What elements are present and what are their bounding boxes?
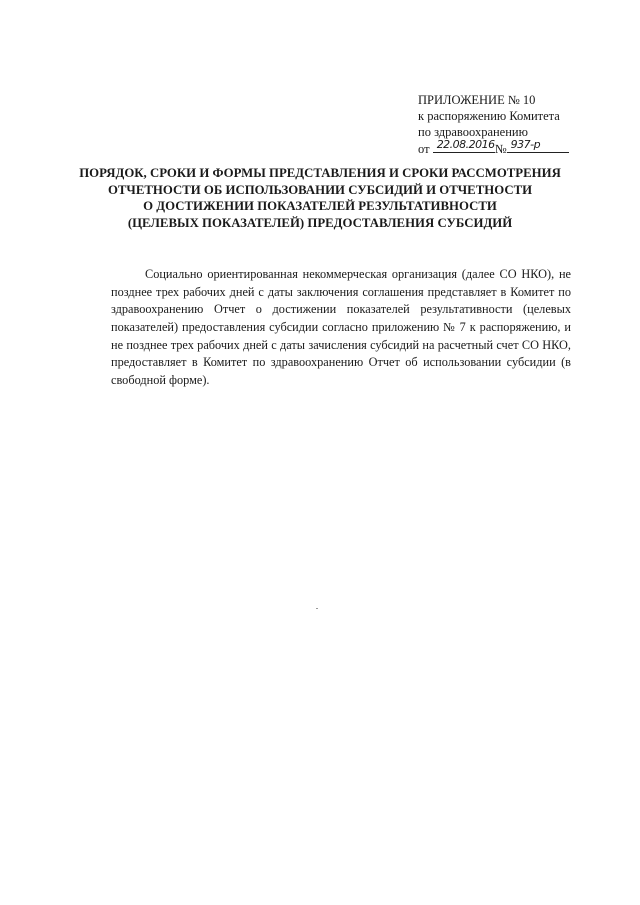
appendix-committee: по здравоохранению (418, 125, 528, 139)
title-line-4: (ЦЕЛЕВЫХ ПОКАЗАТЕЛЕЙ) ПРЕДОСТАВЛЕНИЯ СУБСИДИЙ (127, 215, 513, 230)
scan-speck (316, 608, 318, 609)
number-blank (507, 140, 569, 153)
appendix-header (418, 92, 628, 157)
appendix-order-ref: к распоряжению Комитета (418, 109, 560, 123)
body-paragraph: Социально ориентированная некоммерческая организация (далее СО НКО), не позднее трех рабочих дней с даты заключения соглашения представляет в Комитет по здравоохранению Отчет о достижении показателей результативности (целевых показателей) предоставления субсидии согласно приложению № 7 к распоряжению, и не позднее трех рабочих дней с даты зачисления субсидий на расчетный счет СО НКО, предоставляет в Комитет по здравоохранению Отчет об использовании субсидии (в свободной форме). (111, 267, 571, 387)
handwritten-date: 22.08.2016 (436, 138, 495, 151)
document-title (60, 165, 580, 231)
title-line-1: ПОРЯДОК, СРОКИ И ФОРМЫ ПРЕДСТАВЛЕНИЯ И СРОКИ РАССМОТРЕНИЯ (79, 166, 561, 180)
title-line-2: ОТЧЕТНОСТИ ОБ ИСПОЛЬЗОВАНИИ СУБСИДИЙ И ОТЧЕТНОСТИ (107, 182, 533, 197)
handwritten-number: 937-р (510, 138, 541, 151)
date-prefix: от (418, 142, 430, 156)
number-sign: № (494, 142, 507, 156)
date-blank (433, 140, 495, 153)
appendix-date-line (418, 140, 628, 157)
appendix-number: ПРИЛОЖЕНИЕ № 10 (418, 93, 536, 107)
title-line-3: О ДОСТИЖЕНИИ ПОКАЗАТЕЛЕЙ РЕЗУЛЬТАТИВНОСТИ (143, 199, 497, 213)
